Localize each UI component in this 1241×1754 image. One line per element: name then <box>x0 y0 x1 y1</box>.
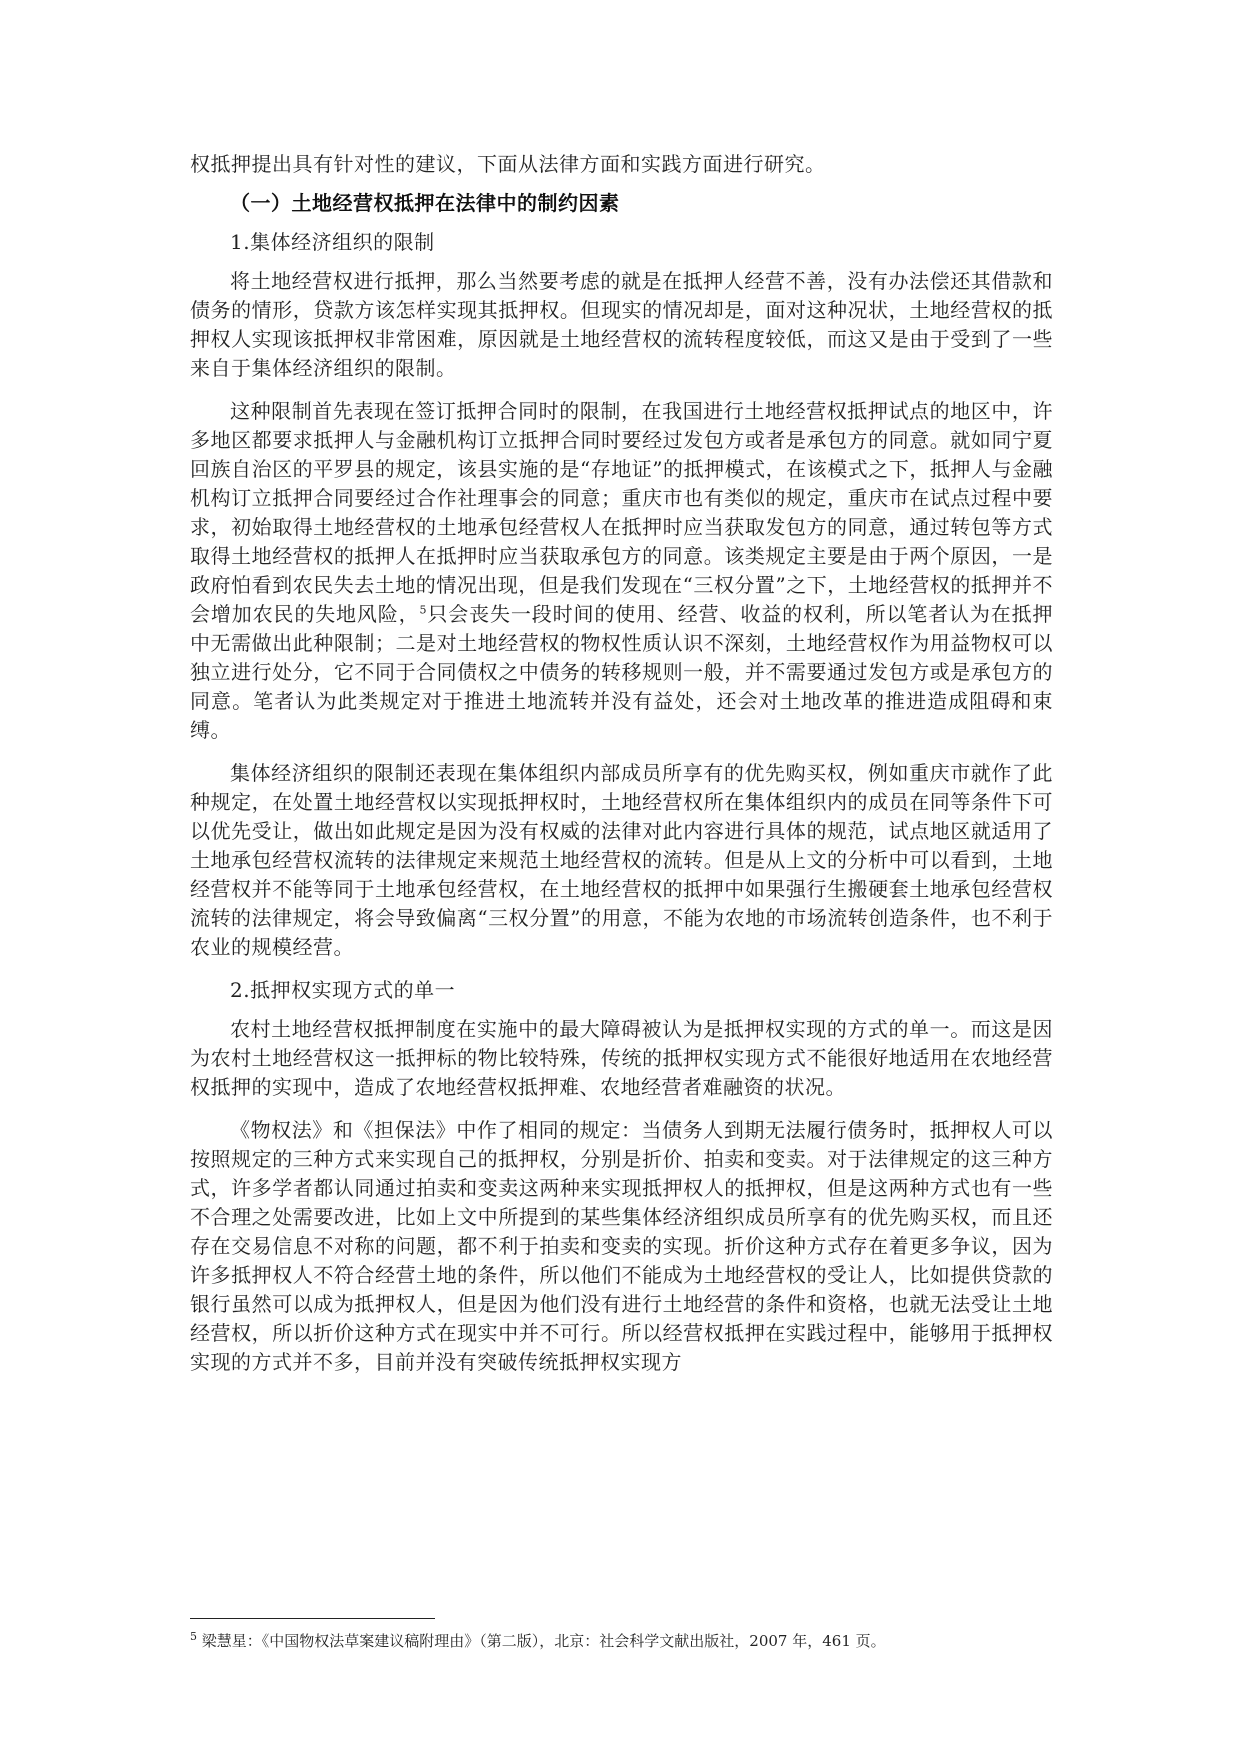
subsection-heading-1: 1.集体经济组织的限制 <box>230 230 435 254</box>
paragraph-3: 集体经济组织的限制还表现在集体组织内部成员所享有的优先购买权，例如重庆市就作了此种规定，在处置土地经营权以实现抵押权时，土地经营权所在集体组织内的成员在同等条件下可以优先受让，做出如此规定是因为没有权威的法律对此内容进行具体的规范，试点地区就适用了土地承包经营权流转的法律规定来规范土地经营权的流转。但是从上文的分析中可以看到，土地经营权并不能等同于土地承包经营权，在土地经营权的抵押中如果强行生搬硬套土地承包经营权流转的法律规定，将会导致偏离“三权分置”的用意，不能为农地的市场流转创造条件，也不利于农业的规模经营。 <box>190 761 1053 959</box>
subsection-heading-2: 2.抵押权实现方式的单一 <box>230 978 456 1002</box>
footnote-text: 梁慧星：《中国物权法草案建议稿附理由》（第二版），北京：社会科学文献出版社，2007 年，461 页。 <box>201 1632 886 1650</box>
paragraph-continuation: 权抵押提出具有针对性的建议，下面从法律方面和实践方面进行研究。 <box>190 152 826 176</box>
footnote-marker: 5 <box>190 1630 197 1643</box>
paragraph-2-part-b: 只会丧失一段时间的使用、经营、收益的权利，所以笔者认为在抵押中无需做出此种限制；二是对土地经营权的物权性质认识不深刻，土地经营权作为用益物权可以独立进行处分，它不同于合同债权之中债务的转移规则一般，并不需要通过发包方或是承包方的同意。笔者认为此类规定对于推进土地流转并没有益处，还会对土地改革的推进造成阻碍和束缚。 <box>190 602 1054 742</box>
paragraph-4: 农村土地经营权抵押制度在实施中的最大障碍被认为是抵押权实现的方式的单一。而这是因为农村土地经营权这一抵押标的物比较特殊，传统的抵押权实现方式不能很好地适用在农地经营权抵押的实现中，造成了农地经营权抵押难、农地经营者难融资的状况。 <box>190 1017 1053 1099</box>
paragraph-2-part-a: 这种限制首先表现在签订抵押合同时的限制，在我国进行土地经营权抵押试点的地区中，许多地区都要求抵押人与金融机构订立抵押合同时要经过发包方或者是承包方的同意。就如同宁夏回族自治区的平罗县的规定，该县实施的是“存地证”的抵押模式，在该模式之下，抵押人与金融机构订立抵押合同要经过合作社理事会的同意；重庆市也有类似的规定，重庆市在试点过程中要求，初始取得土地经营权的土地承包经营权人在抵押时应当获取发包方的同意，通过转包等方式取得土地经营权的抵押人在抵押时应当获取承包方的同意。该类规定主要是由于两个原因，一是政府怕看到农民失去土地的情况出现，但是我们发现在“三权分置”之下，土地经营权的抵押并不会增加农民的失地风险， <box>190 399 1053 626</box>
footnote-ref[interactable]: 5 <box>419 603 428 617</box>
paragraph-2 <box>190 397 1053 745</box>
footnote-divider <box>190 1618 435 1619</box>
section-heading: （一）土地经营权抵押在法律中的制约因素 <box>230 191 620 215</box>
body-text <box>190 150 1053 1391</box>
paragraph-1: 将土地经营权进行抵押，那么当然要考虑的就是在抵押人经营不善，没有办法偿还其借款和债务的情形，贷款方该怎样实现其抵押权。但现实的情况却是，面对这种况状，土地经营权的抵押权人实现该抵押权非常困难，原因就是土地经营权的流转程度较低，而这又是由于受到了一些来自于集体经济组织的限制。 <box>190 269 1053 380</box>
footnote <box>190 1630 1090 1652</box>
paragraph-5: 《物权法》和《担保法》中作了相同的规定：当债务人到期无法履行债务时，抵押权人可以按照规定的三种方式来实现自己的抵押权，分别是折价、拍卖和变卖。对于法律规定的这三种方式，许多学者都认同通过拍卖和变卖这两种来实现抵押权人的抵押权，但是这两种方式也有一些不合理之处需要改进，比如上文中所提到的某些集体经济组织成员所享有的优先购买权，而且还存在交易信息不对称的问题，都不利于拍卖和变卖的实现。折价这种方式存在着更多争议，因为许多抵押权人不符合经营土地的条件，所以他们不能成为土地经营权的受让人，比如提供贷款的银行虽然可以成为抵押权人，但是因为他们没有进行土地经营的条件和资格，也就无法受让土地经营权，所以折价这种方式在现实中并不可行。所以经营权抵押在实践过程中，能够用于抵押权实现的方式并不多，目前并没有突破传统抵押权实现方 <box>190 1118 1053 1374</box>
